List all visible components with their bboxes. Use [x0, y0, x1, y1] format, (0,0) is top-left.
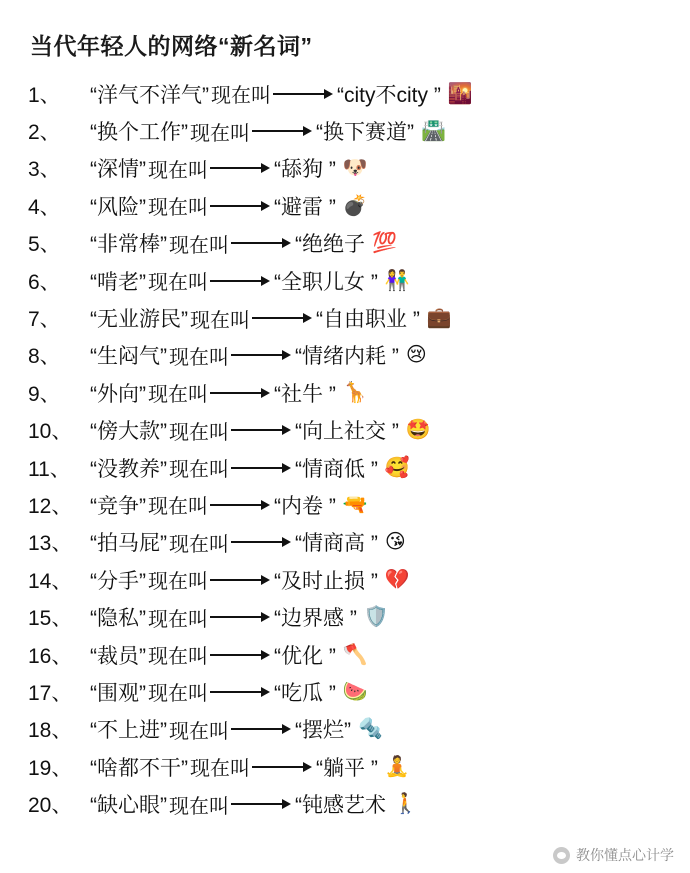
new-term: “自由职业 ”	[316, 308, 420, 332]
connector-label: 现在叫	[169, 720, 229, 743]
item-number: 15、	[28, 607, 73, 631]
old-term: “风险”	[90, 195, 146, 219]
list-item	[28, 598, 672, 635]
list-item	[28, 75, 672, 112]
new-term: “换下赛道”	[316, 121, 414, 145]
new-term: “及时止损 ”	[274, 569, 378, 593]
new-term: “舔狗 ”	[274, 158, 336, 182]
new-term: “吃瓜 ”	[274, 681, 336, 705]
old-term: “不上进”	[90, 719, 167, 743]
item-number: 4、	[28, 195, 61, 219]
emoji-icon: 🤩	[405, 419, 431, 442]
connector-label: 现在叫	[190, 758, 250, 781]
new-term: “钝感艺术	[295, 794, 386, 818]
old-term: “啥都不干”	[90, 756, 188, 780]
connector-label: 现在叫	[211, 85, 271, 108]
arrow-icon	[210, 163, 274, 173]
arrow-icon	[231, 425, 295, 435]
list-item	[28, 262, 672, 299]
item-number: 9、	[28, 382, 61, 406]
item-number: 16、	[28, 644, 73, 668]
list-item	[28, 673, 672, 710]
arrow-icon	[273, 89, 337, 99]
connector-label: 现在叫	[190, 122, 250, 145]
list-item	[28, 225, 672, 262]
connector-label: 现在叫	[169, 533, 229, 556]
new-term: “内卷 ”	[274, 494, 336, 518]
emoji-icon: 🧘	[384, 755, 410, 778]
list-item	[28, 374, 672, 411]
arrow-icon	[252, 126, 316, 136]
list-item	[28, 561, 672, 598]
arrow-icon	[210, 575, 274, 585]
new-term: “情商高 ”	[295, 532, 378, 556]
list-item	[28, 711, 672, 748]
old-term: “没教养”	[90, 457, 167, 481]
connector-label: 现在叫	[169, 459, 229, 482]
emoji-icon: 💣	[342, 194, 368, 217]
arrow-icon	[252, 313, 316, 323]
connector-label: 现在叫	[148, 384, 208, 407]
connector-label: 现在叫	[148, 571, 208, 594]
emoji-icon: 🔫	[342, 493, 368, 516]
emoji-icon: 👫	[384, 269, 410, 292]
connector-label: 现在叫	[169, 234, 229, 257]
emoji-icon: 🥰	[384, 456, 410, 479]
list-item	[28, 636, 672, 673]
connector-label: 现在叫	[148, 496, 208, 519]
old-term: “傍大款”	[90, 420, 167, 444]
item-number: 11、	[28, 457, 71, 481]
connector-label: 现在叫	[148, 159, 208, 182]
item-number: 13、	[28, 532, 73, 556]
new-term: “避雷 ”	[274, 195, 336, 219]
item-number: 18、	[28, 719, 73, 743]
connector-label: 现在叫	[148, 683, 208, 706]
connector-label: 现在叫	[148, 608, 208, 631]
emoji-icon: 💯	[372, 232, 397, 255]
item-number: 7、	[28, 308, 61, 332]
arrow-icon	[210, 650, 274, 660]
new-term: “躺平 ”	[316, 756, 378, 780]
old-term: “隐私”	[90, 607, 146, 631]
watermark	[553, 845, 674, 865]
arrow-icon	[231, 350, 295, 360]
item-number: 3、	[28, 158, 61, 182]
list-item	[28, 748, 672, 785]
old-term: “分手”	[90, 569, 146, 593]
item-number: 10、	[28, 420, 73, 444]
connector-label: 现在叫	[190, 309, 250, 332]
connector-label: 现在叫	[148, 272, 208, 295]
old-term: “非常棒”	[90, 233, 167, 257]
new-term: “city不city ”	[337, 83, 441, 107]
item-number: 8、	[28, 345, 61, 369]
new-term: “向上社交 ”	[295, 420, 399, 444]
emoji-icon: 💼	[426, 307, 452, 330]
connector-label: 现在叫	[169, 346, 229, 369]
arrow-icon	[231, 537, 295, 547]
list-item	[28, 524, 672, 561]
emoji-icon: 🍉	[342, 680, 368, 703]
item-number: 17、	[28, 681, 73, 705]
old-term: “换个工作”	[90, 121, 188, 145]
item-number: 19、	[28, 756, 73, 780]
emoji-icon: 🐶	[342, 157, 368, 180]
new-term: “社牛 ”	[274, 382, 336, 406]
old-term: “无业游民”	[90, 308, 188, 332]
arrow-icon	[210, 612, 274, 622]
new-term: “优化 ”	[274, 644, 336, 668]
list-item	[28, 449, 672, 486]
arrow-icon	[231, 724, 295, 734]
arrow-icon	[210, 687, 274, 697]
old-term: “围观”	[90, 681, 146, 705]
list-item	[28, 486, 672, 523]
emoji-icon: 🚶	[393, 793, 418, 816]
list-item	[28, 150, 672, 187]
list-item	[28, 187, 672, 224]
arrow-icon	[231, 799, 295, 809]
arrow-icon	[210, 276, 274, 286]
arrow-icon	[210, 500, 274, 510]
item-number: 12、	[28, 494, 73, 518]
emoji-icon: 😢	[405, 344, 427, 367]
old-term: “啃老”	[90, 270, 146, 294]
list-item	[28, 112, 672, 149]
old-term: “生闷气”	[90, 345, 167, 369]
list-item	[28, 337, 672, 374]
weibo-icon	[553, 847, 570, 864]
item-number: 5、	[28, 233, 61, 257]
emoji-icon: 🦒	[342, 381, 368, 404]
emoji-icon: 🛣️	[421, 120, 446, 143]
arrow-icon	[252, 762, 316, 772]
old-term: “洋气不洋气”	[90, 83, 209, 107]
item-number: 2、	[28, 121, 61, 145]
old-term: “拍马屁”	[90, 532, 167, 556]
arrow-icon	[231, 463, 295, 473]
old-term: “裁员”	[90, 644, 146, 668]
list-item	[28, 299, 672, 336]
emoji-icon: 🌇	[447, 82, 473, 105]
old-term: “外向”	[90, 382, 146, 406]
item-number: 20、	[28, 794, 73, 818]
item-number: 1、	[28, 83, 61, 107]
new-term: “情商低 ”	[295, 457, 378, 481]
emoji-icon: 🔩	[358, 718, 383, 741]
item-number: 14、	[28, 569, 73, 593]
arrow-icon	[231, 238, 295, 248]
slang-list	[28, 75, 672, 823]
arrow-icon	[210, 201, 274, 211]
old-term: “深情”	[90, 158, 146, 182]
old-term: “竞争”	[90, 494, 146, 518]
new-term: “绝绝子	[295, 233, 365, 257]
old-term: “缺心眼”	[90, 794, 167, 818]
list-item	[28, 412, 672, 449]
watermark-label: 教你懂点心计学	[576, 847, 674, 863]
page-title: 当代年轻人的网络“新名词”	[30, 33, 313, 59]
emoji-icon: 😘	[384, 531, 406, 554]
emoji-icon: 💔	[384, 568, 410, 591]
emoji-icon: 🪓	[342, 643, 368, 666]
new-term: “情绪内耗 ”	[295, 345, 399, 369]
connector-label: 现在叫	[169, 421, 229, 444]
connector-label: 现在叫	[148, 646, 208, 669]
connector-label: 现在叫	[148, 197, 208, 220]
connector-label: 现在叫	[169, 795, 229, 818]
emoji-icon: 🛡️	[363, 606, 389, 629]
new-term: “摆烂”	[295, 719, 351, 743]
list-item	[28, 785, 672, 822]
new-term: “边界感 ”	[274, 607, 357, 631]
item-number: 6、	[28, 270, 61, 294]
new-term: “全职儿女 ”	[274, 270, 378, 294]
arrow-icon	[210, 388, 274, 398]
